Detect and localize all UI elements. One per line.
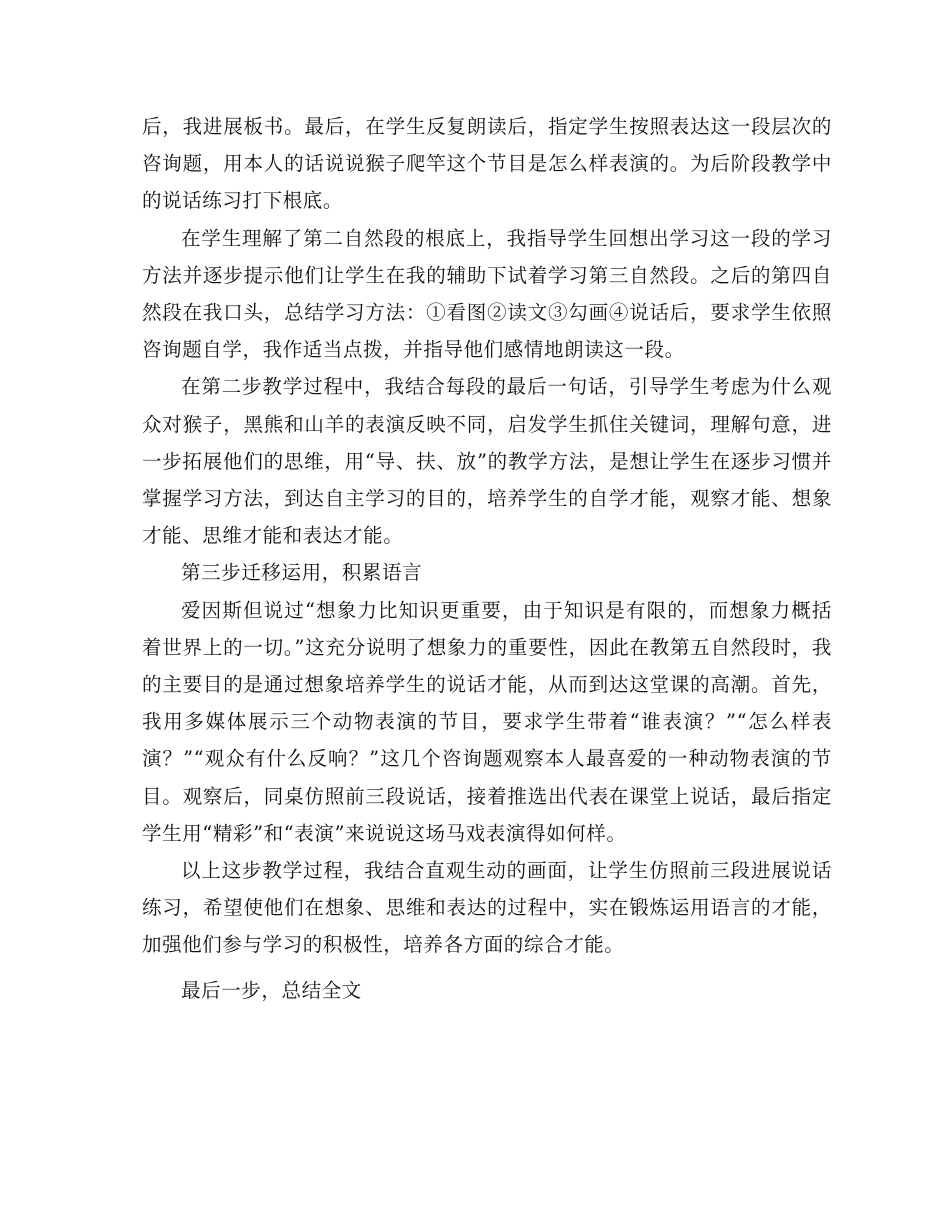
paragraph-einstein-imagination: 爱因斯但说过“想象力比知识更重要，由于知识是有限的，而想象力概括着世界上的一切。”这充分说明了想象力的重要性，因此在教第五自然段时，我的主要目的是通过想象培养学生的说话才能，从而到达这堂课的高潮。首先，我用多媒体展示三个动物表演的节目，要求学生带着“谁表演？”“怎么样表演？”“观众有什么反响？”这几个咨询题观察本人最喜爱的一种动物表演的节目。观察后，同桌仿照前三段说话，接着推选出代表在课堂上说话，最后指定学生用“精彩”和“表演”来说说这场马戏表演得如何样。 <box>142 598 832 845</box>
section-heading-final-step: 最后一步，总结全文 <box>181 978 362 1002</box>
paragraph-step-summary: 以上这步教学过程，我结合直观生动的画面，让学生仿照前三段进展说话练习，希望使他们在想象、思维和表达的过程中，实在锻炼运用语言的才能，加强他们参与学习的积极性，培养各方面的综合才能。 <box>142 859 832 957</box>
paragraph-continuation: 后，我进展板书。最后，在学生反复朗读后，指定学生按照表达这一段层次的咨询题，用本人的话说说猴子爬竿这个节目是怎么样表演的。为后阶段教学中的说话练习打下根底。 <box>142 115 832 213</box>
paragraph-second-section-method: 在学生理解了第二自然段的根底上，我指导学生回想出学习这一段的学习方法并逐步提示他们让学生在我的辅助下试着学习第三自然段。之后的第四自然段在我口头，总结学习方法：①看图②读文③勾画④说话后，要求学生依照咨询题自学，我作适当点拨，并指导他们感情地朗读这一段。 <box>142 226 832 362</box>
section-heading-third-step: 第三步迁移运用，积累语言 <box>181 561 423 585</box>
paragraph-second-step-process: 在第二步教学过程中，我结合每段的最后一句话，引导学生考虑为什么观众对猴子，黑熊和山羊的表演反映不同，启发学生抓住关键词，理解句意，进一步拓展他们的思维，用“导、扶、放”的教学方法，是想让学生在逐步习惯并掌握学习方法，到达自主学习的目的，培养学生的自学才能，观察才能、想象才能、思维才能和表达才能。 <box>142 375 832 548</box>
document-body <box>142 108 832 1009</box>
